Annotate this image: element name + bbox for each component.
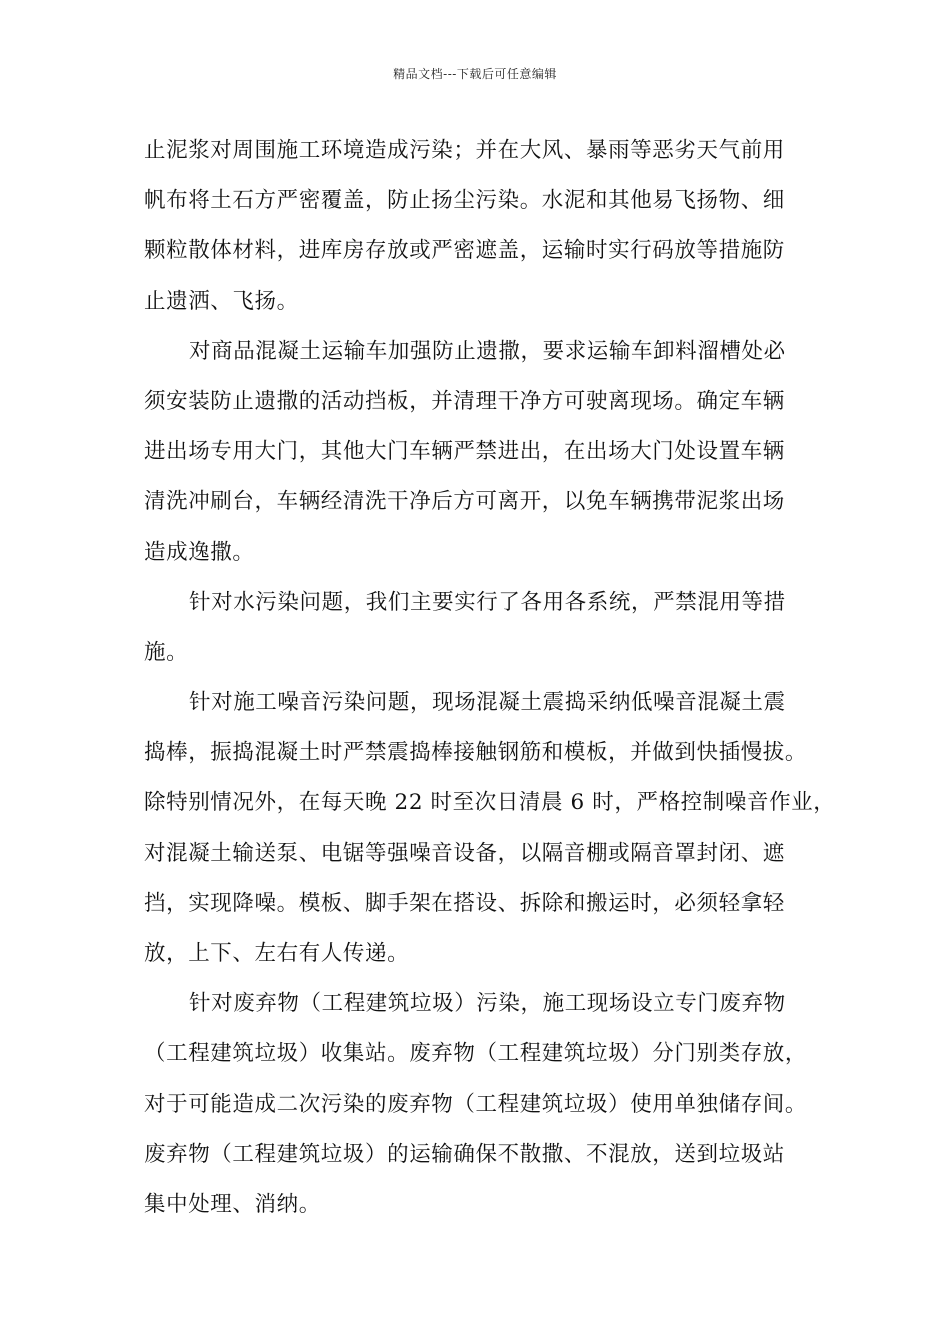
- page-header: 精品文档---下载后可任意编辑: [393, 67, 557, 81]
- text-line: 对商品混凝土运输车加强防止遗撒，要求运输车卸料溜槽处必: [189, 338, 786, 364]
- text-line: 针对废弃物（工程建筑垃圾）污染，施工现场设立专门废弃物: [189, 991, 786, 1017]
- text-line: 须安装防止遗撒的活动挡板，并清理干净方可驶离现场。确定车辆: [144, 388, 785, 414]
- text-line: 清洗冲刷台，车辆经清洗干净后方可离开，以免车辆携带泥浆出场: [144, 489, 785, 515]
- text-line: 废弃物（工程建筑垃圾）的运输确保不散撒、不混放，送到垃圾站: [144, 1141, 785, 1167]
- paragraph-waste-pollution: [144, 979, 814, 1230]
- text-line: 止遗洒、飞扬。: [144, 288, 299, 314]
- paragraph-noise-pollution: [144, 678, 836, 979]
- paragraph-water-pollution: [144, 578, 814, 678]
- text-line: （工程建筑垃圾）收集站。废弃物（工程建筑垃圾）分门别类存放，: [144, 1041, 808, 1067]
- paragraph-concrete-truck: [144, 327, 814, 578]
- text-line: 挡，实现降噪。模板、脚手架在搭设、拆除和搬运时，必须轻拿轻: [144, 890, 785, 916]
- text-line: 针对施工噪音污染问题，现场混凝土震捣采纳低噪音混凝土震: [189, 690, 786, 716]
- text-line: 止泥浆对周围施工环境造成污染；并在大风、暴雨等恶劣天气前用: [144, 138, 785, 163]
- text-line: 颗粒散体材料，进库房存放或严密遮盖，运输时实行码放等措施防: [144, 238, 785, 264]
- text-line: 进出场专用大门，其他大门车辆严禁进出，在出场大门处设置车辆: [144, 439, 785, 465]
- text-line: 施。: [144, 639, 189, 665]
- text-line: 造成逸撒。: [144, 539, 255, 565]
- paragraph-dust-control: [144, 126, 814, 327]
- text-line: 对于可能造成二次污染的废弃物（工程建筑垃圾）使用单独储存间。: [144, 1091, 808, 1117]
- text-line: 除特别情况外，在每天晚 22 时至次日清晨 6 时，严格控制噪音作业，: [144, 790, 836, 816]
- text-line: 集中处理、消纳。: [144, 1191, 321, 1217]
- text-line: 针对水污染问题，我们主要实行了各用各系统，严禁混用等措: [189, 589, 786, 615]
- text-line: 放，上下、左右有人传递。: [144, 941, 410, 966]
- text-line: 对混凝土输送泵、电锯等强噪音设备，以隔音棚或隔音罩封闭、遮: [144, 840, 785, 866]
- body-text: [144, 126, 836, 1230]
- text-line: 帆布将土石方严密覆盖，防止扬尘污染。水泥和其他易飞扬物、细: [144, 188, 785, 214]
- text-line: 捣棒，振捣混凝土时严禁震捣棒接触钢筋和模板，并做到快插慢拔。: [144, 740, 808, 766]
